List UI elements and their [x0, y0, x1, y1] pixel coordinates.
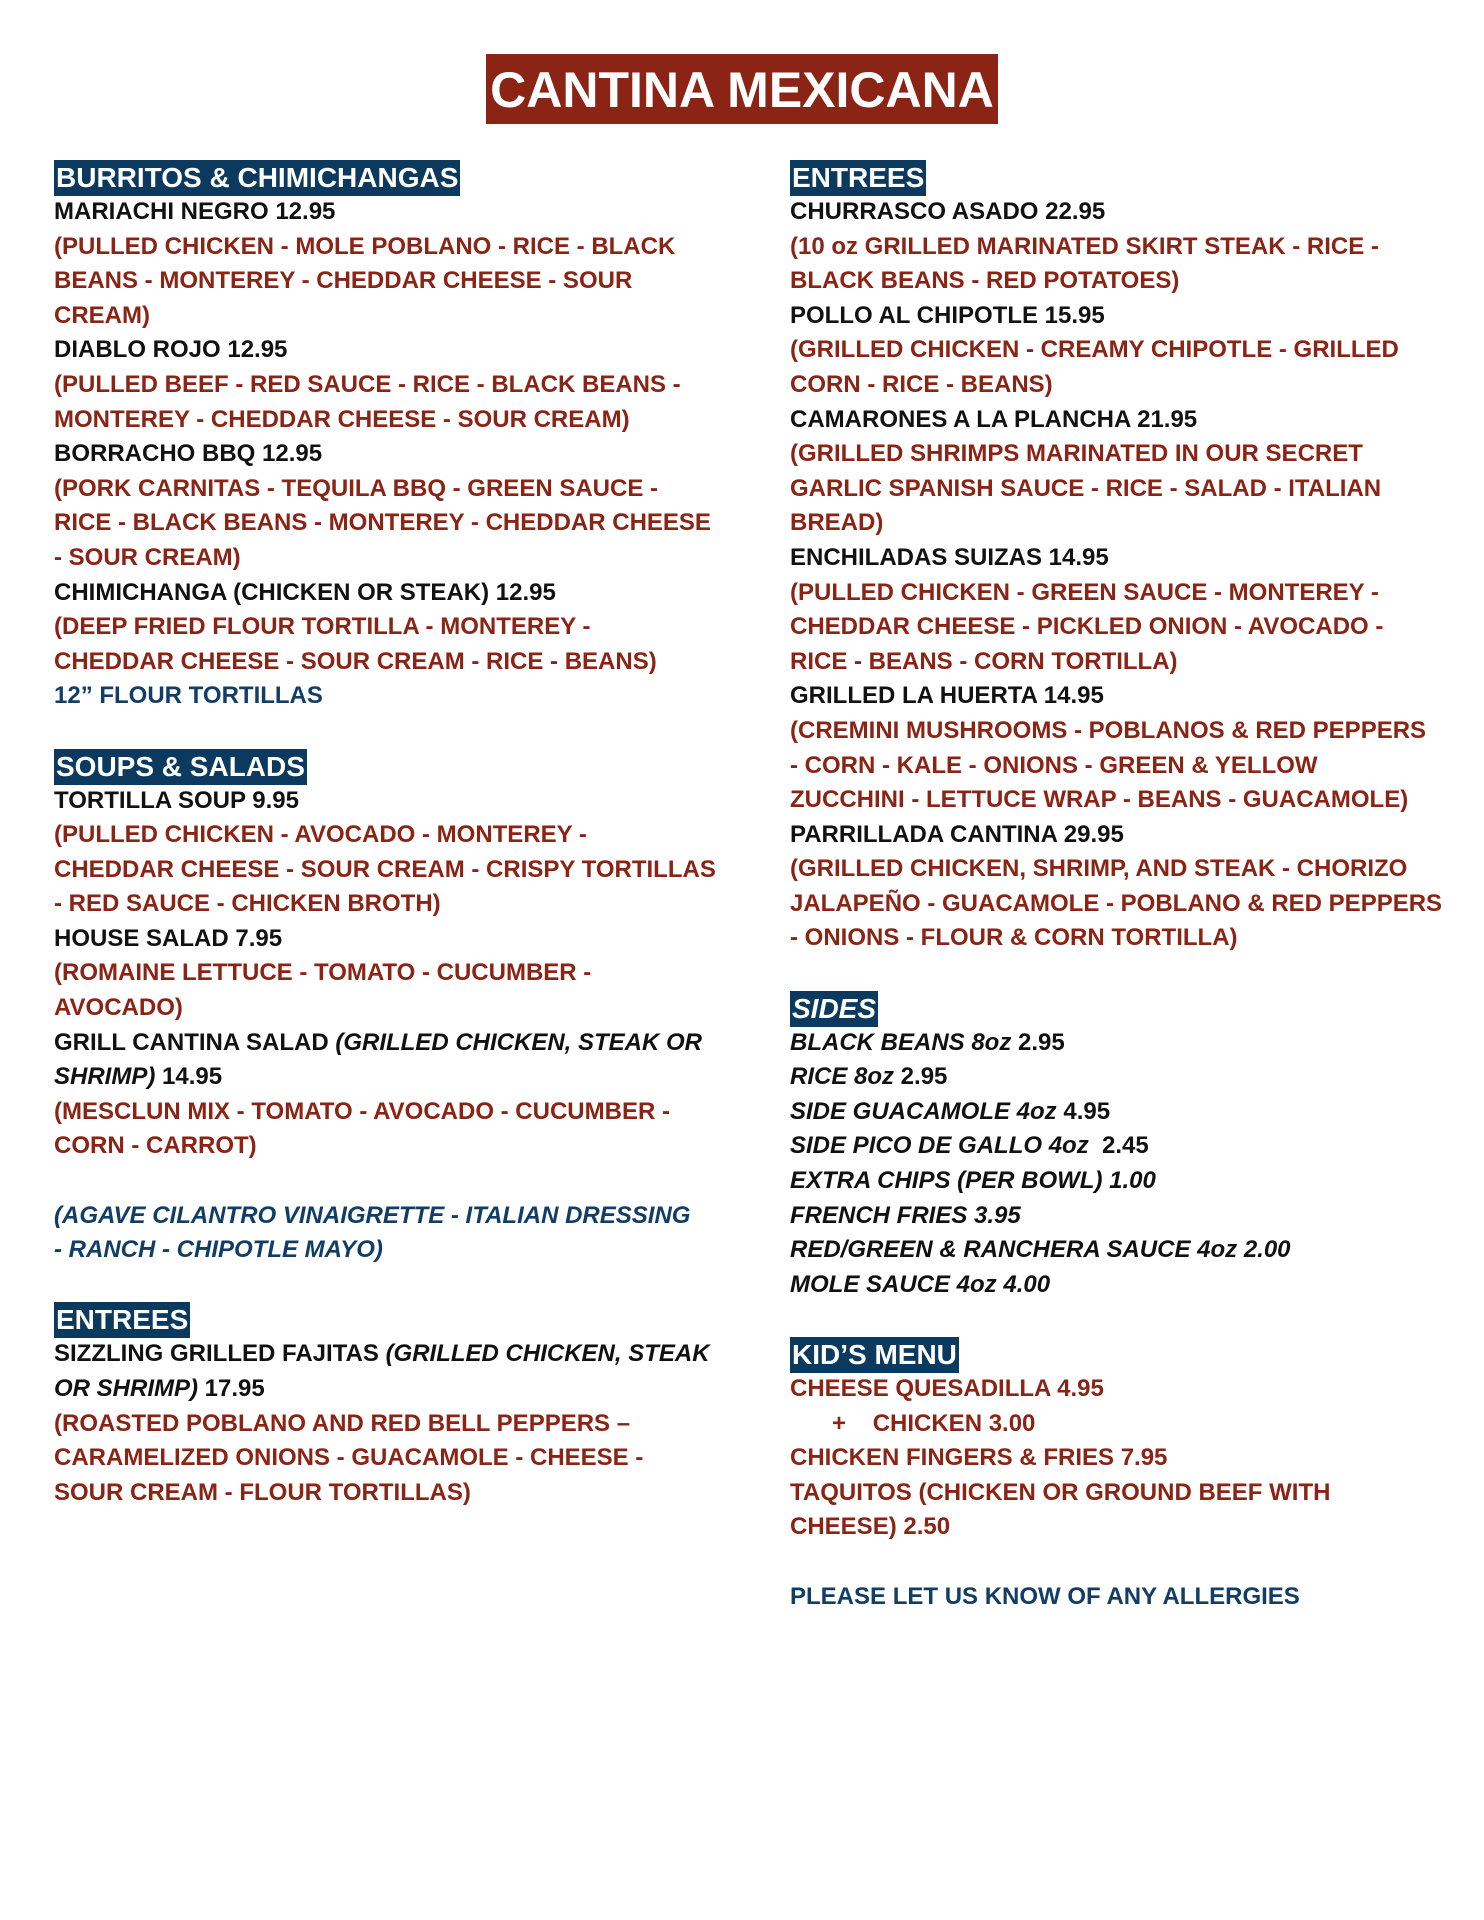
menu-item-grill-cantina-salad-cont: SHRIMP) 14.95	[54, 1063, 223, 1091]
heading-burritos: BURRITOS & CHIMICHANGAS	[54, 160, 460, 196]
menu-item-description: - SOUR CREAM)	[54, 543, 241, 571]
plus-icon: +	[832, 1409, 847, 1437]
menu-item-description: (GRILLED CHICKEN - CREAMY CHIPOTLE - GRILLED	[790, 336, 1399, 364]
side-item-price: 2.95	[1011, 1028, 1065, 1056]
menu-item-description: (ROMAINE LETTUCE - TOMATO - CUCUMBER -	[54, 959, 592, 987]
spacer	[790, 1545, 1450, 1580]
menu-item-description: RICE - BLACK BEANS - MONTEREY - CHEDDAR CHEESE	[54, 509, 711, 537]
menu-item-description: BEANS - MONTEREY - CHEDDAR CHEESE - SOUR	[54, 267, 633, 295]
menu-item-description: (PORK CARNITAS - TEQUILA BBQ - GREEN SAUCE -	[54, 474, 658, 502]
heading-soups: SOUPS & SALADS	[54, 749, 307, 785]
side-item-name: MOLE SAUCE 4oz 4.00	[790, 1270, 1051, 1298]
side-item-name: SIDE GUACAMOLE 4oz	[790, 1097, 1057, 1125]
menu-item-description: (PULLED CHICKEN - AVOCADO - MONTEREY -	[54, 821, 587, 849]
right-column	[790, 160, 1450, 1614]
heading-sides: SIDES	[790, 991, 878, 1027]
allergy-note: PLEASE LET US KNOW OF ANY ALLERGIES	[790, 1582, 1300, 1610]
menu-item-description: (PULLED BEEF - RED SAUCE - RICE - BLACK BEANS -	[54, 370, 681, 398]
menu-item-description: - ONIONS - FLOUR & CORN TORTILLA)	[790, 924, 1238, 952]
menu-item-description: CHEDDAR CHEESE - PICKLED ONION - AVOCADO -	[790, 613, 1384, 641]
menu-item-name: GRILLED LA HUERTA 14.95	[790, 682, 1104, 710]
side-item	[790, 1095, 1450, 1130]
side-item	[790, 1268, 1450, 1303]
menu-item-description: (CREMINI MUSHROOMS - POBLANOS & RED PEPPERS	[790, 716, 1427, 744]
side-item-price: 2.95	[894, 1063, 948, 1091]
heading-entrees-right: ENTREES	[790, 160, 926, 196]
side-item-name: SIDE PICO DE GALLO 4oz	[790, 1132, 1089, 1160]
side-item	[790, 1026, 1450, 1061]
menu-item-name: MARIACHI NEGRO 12.95	[54, 198, 336, 225]
side-item-name: EXTRA CHIPS (PER BOWL) 1.00	[790, 1167, 1156, 1195]
side-item-price: 4.95	[1056, 1097, 1111, 1125]
menu-item-description: BLACK BEANS - RED POTATOES)	[790, 267, 1180, 295]
side-item	[790, 1129, 1450, 1164]
menu-item-description: CHEDDAR CHEESE - SOUR CREAM - RICE - BEANS)	[54, 647, 657, 675]
spacer	[54, 714, 714, 749]
side-item-name: FRENCH FRIES 3.95	[790, 1201, 1021, 1229]
menu-item-description: (10 oz GRILLED MARINATED SKIRT STEAK - RICE -	[790, 232, 1379, 260]
kids-item-addon: + CHICKEN 3.00	[790, 1407, 1450, 1442]
side-item	[790, 1164, 1450, 1199]
menu-item-description: CHEDDAR CHEESE - SOUR CREAM - CRISPY TORTILLAS	[54, 855, 716, 883]
menu-item-description: (ROASTED POBLANO AND RED BELL PEPPERS –	[54, 1409, 631, 1437]
menu-item-description: - RED SAUCE - CHICKEN BROTH)	[54, 890, 441, 918]
menu-item-description: BREAD)	[790, 509, 884, 537]
title-wrap	[0, 54, 1484, 124]
side-item-name: RED/GREEN & RANCHERA SAUCE 4oz 2.00	[790, 1236, 1291, 1264]
menu-note: 12” FLOUR TORTILLAS	[54, 682, 323, 710]
soups-list-2	[54, 1095, 714, 1164]
kids-item-quesadilla: CHEESE QUESADILLA 4.95	[790, 1375, 1104, 1402]
menu-item-description: CARAMELIZED ONIONS - GUACAMOLE - CHEESE -	[54, 1444, 644, 1472]
side-item-name: RICE 8oz	[790, 1063, 895, 1091]
burritos-list	[54, 195, 714, 714]
menu-item-name: BORRACHO BBQ 12.95	[54, 440, 323, 468]
menu-item-description: (DEEP FRIED FLOUR TORTILLA - MONTEREY -	[54, 613, 591, 641]
menu-item-name: PARRILLADA CANTINA 29.95	[790, 820, 1124, 848]
menu-item-name: CHIMICHANGA (CHICKEN OR STEAK) 12.95	[54, 578, 556, 606]
menu-item-description: CORN - CARROT)	[54, 1132, 257, 1160]
menu-item-description: CORN - RICE - BEANS)	[790, 370, 1053, 398]
menu-item-name: TORTILLA SOUP 9.95	[54, 786, 299, 814]
menu-item-description: GARLIC SPANISH SAUCE - RICE - SALAD - ITALIAN	[790, 474, 1382, 502]
kids-item-fingers: CHICKEN FINGERS & FRIES 7.95	[790, 1444, 1168, 1472]
menu-title: CANTINA MEXICANA	[486, 54, 998, 124]
menu-item-description: (PULLED CHICKEN - MOLE POBLANO - RICE - BLACK	[54, 232, 676, 260]
soups-list	[54, 784, 714, 1026]
menu-item-description: (MESCLUN MIX - TOMATO - AVOCADO - CUCUMBER -	[54, 1097, 670, 1125]
menu-item-description: (GRILLED SHRIMPS MARINATED IN OUR SECRET	[790, 440, 1363, 468]
menu-item-grill-cantina-salad: GRILL CANTINA SALAD (GRILLED CHICKEN, STEAK OR	[54, 1028, 702, 1056]
menu-item-description: (GRILLED CHICKEN, SHRIMP, AND STEAK - CHORIZO	[790, 855, 1408, 883]
menu-item-description: ZUCCHINI - LETTUCE WRAP - BEANS - GUACAMOLE)	[790, 786, 1409, 814]
menu-item-name: ENCHILADAS SUIZAS 14.95	[790, 543, 1109, 571]
menu-item-description: - CORN - KALE - ONIONS - GREEN & YELLOW	[790, 751, 1318, 779]
menu-item-description: RICE - BEANS - CORN TORTILLA)	[790, 647, 1178, 675]
dressing-note-1: (AGAVE CILANTRO VINAIGRETTE - ITALIAN DRESSING	[54, 1201, 691, 1229]
menu-item-name: HOUSE SALAD 7.95	[54, 924, 283, 952]
heading-kids: KID’S MENU	[790, 1337, 959, 1373]
menu-item-name: DIABLO ROJO 12.95	[54, 336, 288, 364]
kids-item-taquitos: TAQUITOS (CHICKEN OR GROUND BEEF WITH	[790, 1478, 1331, 1506]
menu-item-description: (PULLED CHICKEN - GREEN SAUCE - MONTEREY -	[790, 578, 1379, 606]
menu-item-description: CREAM)	[54, 301, 150, 329]
side-item	[790, 1060, 1450, 1095]
left-column	[54, 160, 714, 1510]
side-item-price: 2.45	[1088, 1132, 1149, 1160]
side-item-name: BLACK BEANS 8oz	[790, 1028, 1012, 1056]
menu-item-name: CHURRASCO ASADO 22.95	[790, 198, 1106, 225]
sides-list	[790, 1026, 1450, 1303]
menu-item-description: SOUR CREAM - FLOUR TORTILLAS)	[54, 1478, 471, 1506]
menu-item-description: MONTEREY - CHEDDAR CHEESE - SOUR CREAM)	[54, 405, 630, 433]
spacer	[54, 1268, 714, 1303]
fajitas-desc	[54, 1407, 714, 1511]
menu-item-description: JALAPEÑO - GUACAMOLE - POBLANO & RED PEPPERS	[790, 889, 1443, 917]
menu-item-name: POLLO AL CHIPOTLE 15.95	[790, 301, 1105, 329]
spacer	[54, 1164, 714, 1199]
kids-item-taquitos-cont: CHEESE) 2.50	[790, 1513, 951, 1541]
dressing-note-2: - RANCH - CHIPOTLE MAYO)	[54, 1236, 383, 1264]
menu-item-fajitas-cont: OR SHRIMP) 17.95	[54, 1375, 265, 1402]
side-item	[790, 1233, 1450, 1268]
menu-item-fajitas: SIZZLING GRILLED FAJITAS (GRILLED CHICKEN, STEAK	[54, 1340, 710, 1368]
spacer	[790, 1302, 1450, 1337]
menu-item-name: CAMARONES A LA PLANCHA 21.95	[790, 405, 1198, 433]
heading-entrees-left: ENTREES	[54, 1302, 190, 1338]
side-item	[790, 1199, 1450, 1234]
spacer	[790, 956, 1450, 991]
menu-item-description: AVOCADO)	[54, 994, 183, 1022]
entrees-list	[790, 195, 1450, 956]
